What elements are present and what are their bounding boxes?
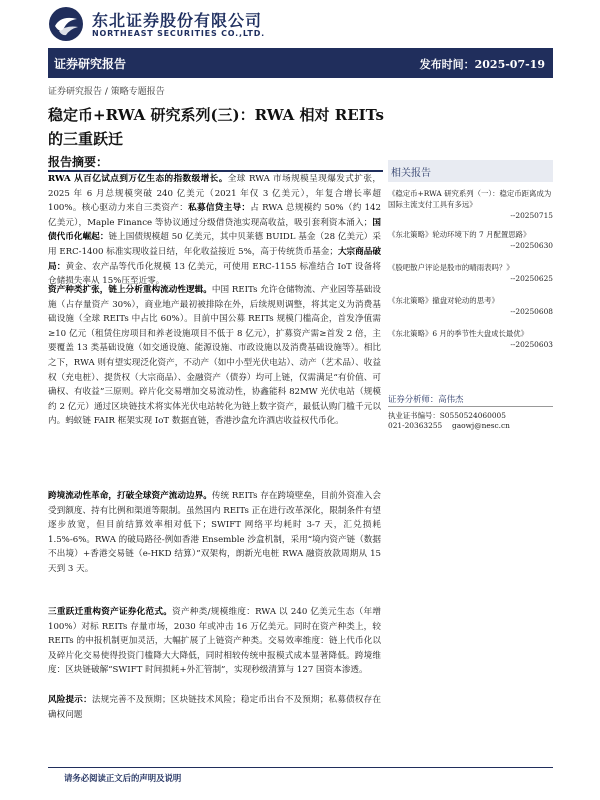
analyst-phone: 021-20363255: [388, 421, 443, 430]
company-name-en: NORTHEAST SECURITIES CO.,LTD.: [92, 29, 265, 38]
paragraph-asset-expansion: 资产种类扩张，链上分析重构流动性逻辑。中国 REITs 允许仓储物流、产业园等基础设施（占存量资产 30%），商业地产最初被排除在外，后续规则调整，将其定义为消费基础设施（全球 REITs 中占比 60%）。目前中国公募 REITs 规模门槛高企，首发净值需≥10 亿元（租赁住房项目和养老设施项目不低于 8 亿元），扩募资产需≥首发 2 倍，主要覆盖 13 类基础设施（如交通设施、能源设施、市政设施以及消费基础设施等）。相比之下，RWA 则有望实现泛化资产，不动产（如中小型光伏电站）、动产（艺术品）、收益权（充电桩）、提货权（大宗商品）、金融资产（债券）均可上链，仅需满足“有价值、可确权、有收益”三原则。碎片化交易增加交易流动性，协鑫能科 82MW 光伏电站（规模约 2 亿元）通过区块链技术将实体光伏电站转化为链上数字资产，最低认购门槛千元以内。蚂蚁链 FAIR 框架实现 IoT 数据直链，香港沙盒允许酒店收益权代币化。: [48, 285, 381, 427]
publish-date: 发布时间：2025-07-19: [419, 58, 545, 71]
footer-disclaimer: 请务必阅读正文后的声明及说明: [64, 773, 182, 783]
paragraph-risk: 风险提示：法规完善不及预期；区块链技术风险；稳定币出台不及预期；私募债权存在确权问题: [48, 695, 381, 720]
paragraph-cross-border: 跨境流动性革命，打破全球资产流动边界。传统 REITs 存在跨境壁垒，目前外资准入会受到额度、持有比例和渠道等限制。虽然国内 REITs 正在进行改革深化，限制条件有望逐步放宽，但目前结算效率相对低下；SWIFT 网络平均耗时 3-7 天，汇兑损耗 1.5%-6%。RWA 的破局路径-例如香港 Ensemble 沙盒机制，采用“境内资产链（数据不出境）+香港交易链（e-HKD 结算）”双架构，朗新光电桩 RWA 融资放款周期从 15 天到 3 天。: [48, 491, 381, 574]
related-reports-title: 相关报告: [391, 168, 431, 179]
related-report-date: --20250603: [510, 340, 553, 349]
report-title-line1: 稳定币+RWA 研究系列(三)：RWA 相对 REITs: [48, 106, 384, 124]
paragraph-lead: 三重跃迁重构资产证券化范式。: [48, 607, 173, 617]
analyst-email[interactable]: gaowj@nesc.cn: [452, 421, 510, 430]
related-report-item[interactable]: [388, 295, 553, 317]
related-report-title[interactable]: 《股吧散户评论是股市的晴雨表吗？》: [388, 263, 514, 272]
related-report-date: --20250625: [510, 274, 553, 283]
related-report-title[interactable]: 《东北策略》轮动环境下的 7 月配置思路》: [388, 230, 531, 239]
related-report-date: --20250630: [510, 241, 553, 250]
company-logo: [48, 6, 84, 42]
analyst-name: 证券分析师：高伟杰: [388, 394, 464, 404]
paragraph-lead: 跨境流动性革命，打破全球资产流动边界。: [48, 491, 212, 501]
summary-heading: 报告摘要：: [48, 155, 109, 169]
related-report-date: --20250608: [510, 307, 553, 316]
footer-divider: [48, 767, 553, 768]
paragraph-lead: RWA 从百亿试点到万亿生态的指数级增长。: [48, 174, 228, 184]
paragraph-lead: 资产种类扩张，链上分析重构流动性逻辑。: [48, 285, 212, 295]
report-banner: [48, 48, 553, 78]
paragraph-rwa-growth: RWA 从百亿试点到万亿生态的指数级增长。全球 RWA 市场规模呈现爆发式扩张，2025 年 6 月总规模突破 240 亿美元（2021 年仅 3 亿美元），年复合增长率超 100%。核心驱动力来自三类资产：私募信贷主导：占 RWA 总规模约 50%（约 142 亿美元），Maple Finance 等协议通过分级借贷池实现高收益，吸引套利资本涌入；国债代币化崛起：链上国债规模超 50 亿美元，其中贝莱德 BUIDL 基金（28 亿美元）采用 ERC-1400 标准实现收益日结，年化收益接近 5%，高于传统货币基金；大宗商品破局：黄金、农产品等代币化规模 13 亿美元，可使用 ERC-1155 标准结合 IoT 设备将仓储损失率从 15%压至近零。: [48, 174, 382, 287]
related-report-item[interactable]: [388, 188, 553, 221]
analyst-license: 执业证书编号：S0550524060005: [388, 411, 506, 420]
analyst-divider: [388, 406, 553, 407]
related-report-date: --20250715: [510, 211, 553, 220]
related-report-title[interactable]: 《东北策略》6 月的季节性大盘成长最优》: [388, 329, 529, 338]
breadcrumb: 证券研究报告 / 策略专题报告: [48, 87, 165, 97]
related-report-item[interactable]: [388, 229, 553, 251]
related-report-title[interactable]: 《东北策略》撤盘对轮动的思考》: [388, 296, 499, 305]
related-report-item[interactable]: [388, 328, 553, 350]
related-report-item[interactable]: [388, 262, 553, 284]
report-type-label: 证券研究报告: [54, 57, 127, 71]
company-name-cn: 东北证券股份有限公司: [92, 11, 263, 30]
paragraph-triple-leap: 三重跃迁重构资产证券化范式。资产种类/规模维度：RWA 以 240 亿美元生态（年增 100%）对标 REITs 存量市场，2030 年或冲击 16 万亿美元。同时在资产种类上，较 REITs 的申报机制更加灵活，大幅扩展了上链资产种类。交易效率维度：链上代币化以及碎片化交易使得投资门槛降大大降低，同时相较传统申报模式成本显著降低。跨境维度：区块链破解“SWIFT 时间损耗+外汇管制”，实现秒级清算与 127 国资本渗透。: [48, 607, 381, 676]
paragraph-lead: 风险提示：: [48, 695, 92, 705]
related-report-title[interactable]: 《稳定币+RWA 研究系列（一）：稳定币距离成为国际主流支付工具有多远》: [388, 189, 552, 209]
report-title-line2: 的三重跃迁: [48, 130, 124, 148]
